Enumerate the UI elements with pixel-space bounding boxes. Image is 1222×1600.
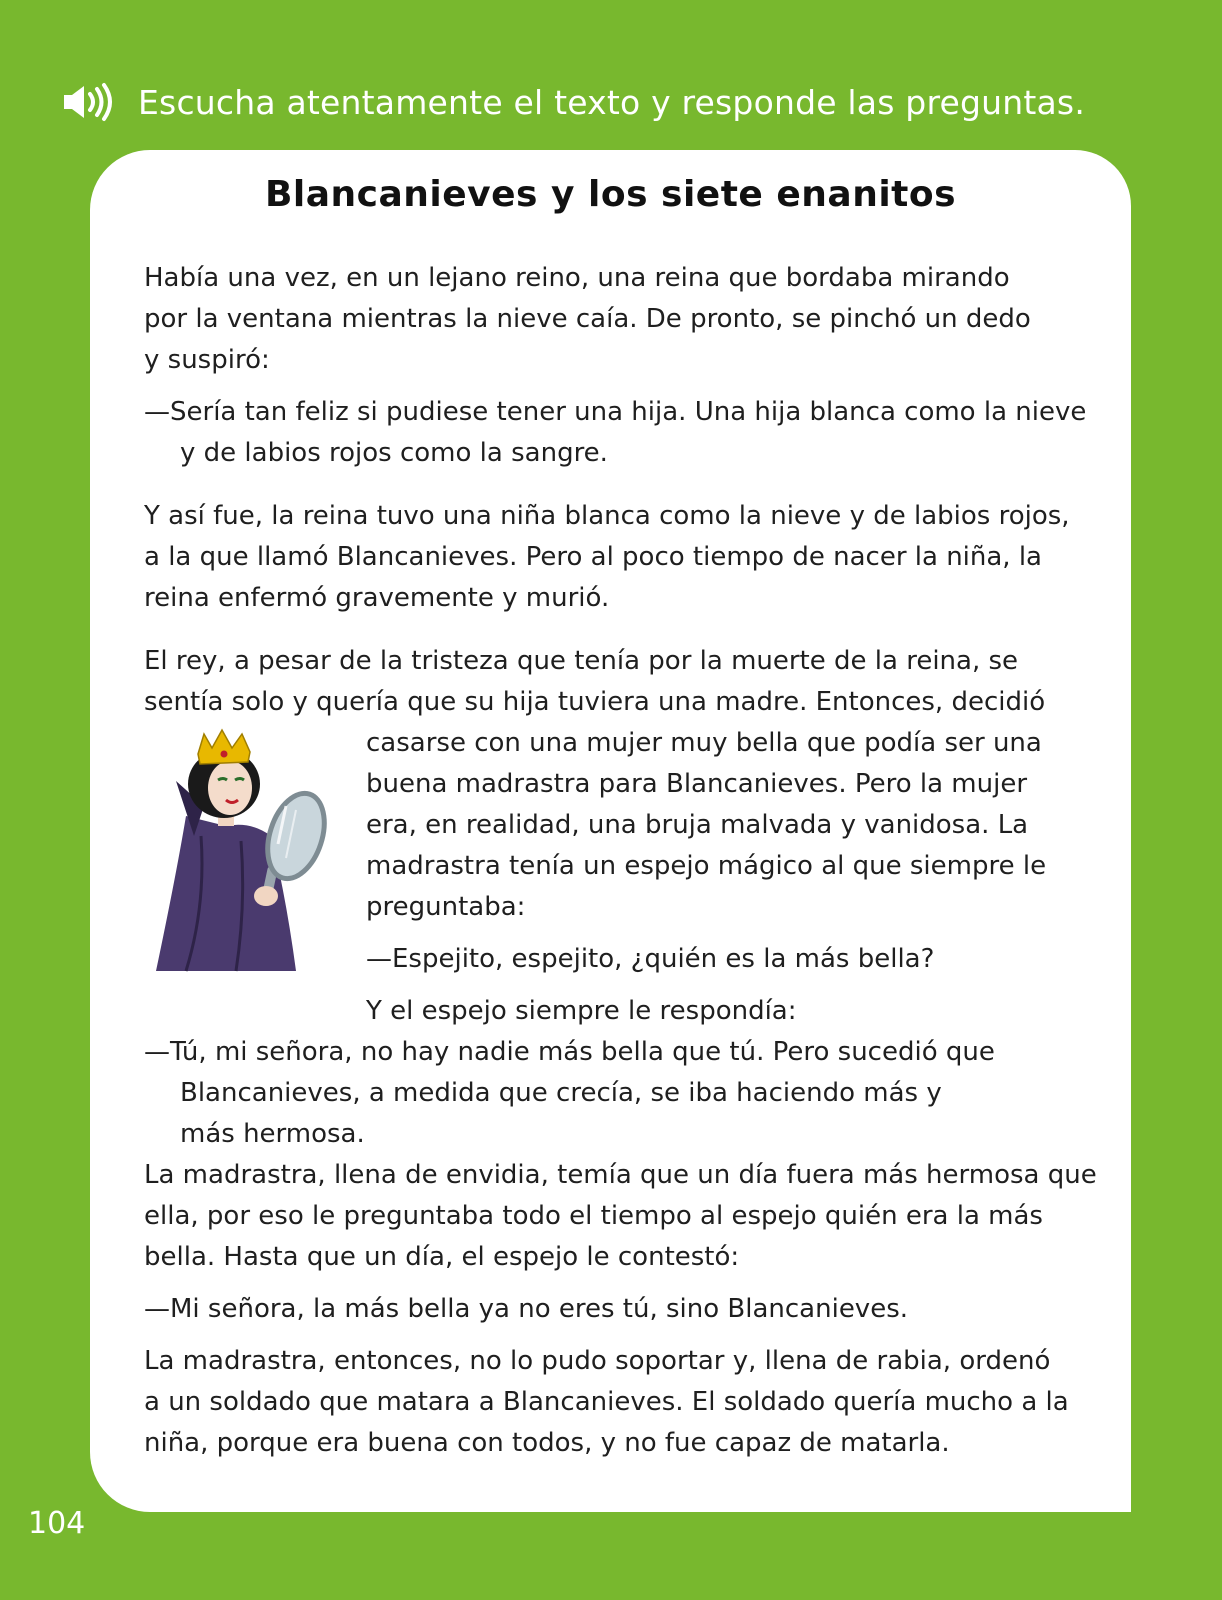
story-line: niña, porque era buena con todos, y no fue capaz de matarla. (144, 1428, 950, 1458)
story-line: Y así fue, la reina tuvo una niña blanca como la nieve y de labios rojos, (144, 501, 1070, 531)
story-line: —Sería tan feliz si pudiese tener una hija. Una hija blanca como la nieve (144, 397, 1087, 427)
story-line: ella, por eso le preguntaba todo el tiempo al espejo quién era la más (144, 1201, 1043, 1231)
story-line: Había una vez, en un lejano reino, una reina que bordaba mirando (144, 263, 1010, 293)
story-title: Blancanieves y los siete enanitos (264, 174, 957, 215)
story-line: —Mi señora, la más bella ya no eres tú, sino Blancanieves. (144, 1294, 909, 1324)
story-line: La madrastra, llena de envidia, temía que un día fuera más hermosa que (144, 1160, 1097, 1190)
page-number: 104 (28, 1506, 86, 1541)
story-line: buena madrastra para Blancanieves. Pero la mujer (366, 769, 1028, 799)
story-card (90, 150, 1131, 1512)
story-line: a la que llamó Blancanieves. Pero al poco tiempo de nacer la niña, la (144, 542, 1042, 572)
story-line: era, en realidad, una bruja malvada y vanidosa. La (366, 810, 1029, 840)
story-line: sentía solo y quería que su hija tuviera una madre. Entonces, decidió (144, 687, 1046, 717)
instruction-header (62, 78, 1085, 126)
story-line: madrastra tenía un espejo mágico al que siempre le (366, 851, 1047, 881)
story-line: y suspiró: (144, 345, 270, 375)
queen-with-mirror-illustration (146, 726, 346, 978)
speaker-icon[interactable] (62, 82, 114, 122)
instruction-text: Escucha atentamente el texto y responde las preguntas. (138, 82, 1086, 122)
story-line: y de labios rojos como la sangre. (180, 438, 608, 468)
story-line: La madrastra, entonces, no lo pudo soportar y, llena de rabia, ordenó (144, 1346, 1051, 1376)
story-line: a un soldado que matara a Blancanieves. El soldado quería mucho a la (144, 1387, 1069, 1417)
story-line: —Espejito, espejito, ¿quién es la más bella? (366, 944, 935, 974)
story-line: bella. Hasta que un día, el espejo le contestó: (144, 1242, 740, 1272)
story-line: Blancanieves, a medida que crecía, se iba haciendo más y (180, 1078, 942, 1108)
story-line: —Tú, mi señora, no hay nadie más bella que tú. Pero sucedió que (144, 1037, 995, 1067)
story-line: reina enfermó gravemente y murió. (144, 583, 610, 613)
story-line: casarse con una mujer muy bella que podía ser una (366, 728, 1042, 758)
story-line: preguntaba: (366, 892, 526, 922)
story-line: El rey, a pesar de la tristeza que tenía por la muerte de la reina, se (144, 646, 1019, 676)
story-line: Y el espejo siempre le respondía: (366, 996, 797, 1026)
story-line: más hermosa. (180, 1119, 365, 1149)
story-line: por la ventana mientras la nieve caía. De pronto, se pinchó un dedo (144, 304, 1031, 334)
